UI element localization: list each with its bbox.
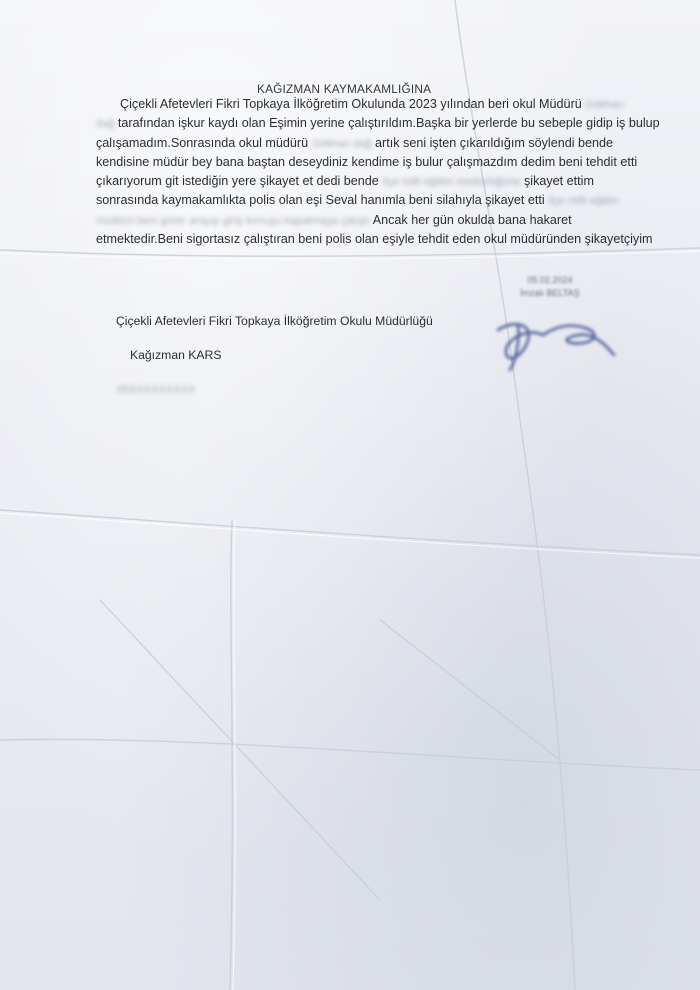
body-text: şikayet ettim: [520, 174, 594, 189]
city: Kağızman KARS: [130, 348, 222, 362]
school-name: Çiçekli Afetevleri Fikri Topkaya İlköğretim Okulu Müdürlüğü: [116, 314, 433, 328]
body-text: sonrasında kaymakamlıkta polis olan eşi Seval hanımla beni silahıyla şikayet etti: [96, 193, 549, 208]
phone-number-redacted: 05XXXXXXXXX: [117, 384, 196, 396]
letter-body: [96, 95, 660, 249]
body-text: çalışamadım.Sonrasında okul müdürü: [96, 135, 312, 150]
redacted-text: dağ: [96, 118, 115, 131]
body-text: kendisine müdür bey bana baştan deseydiniz kendime iş bulur çalışmazdım dedim beni tehdit etti: [96, 154, 638, 169]
body-line: [96, 191, 660, 210]
body-line: [96, 114, 660, 133]
redacted-text: Gökhan dağ: [311, 137, 372, 150]
body-text: etmektedir.Beni sigortasız çalıştıran beni polis olan eşiyle tehdit eden okul müdüründen şikayetçiyim: [96, 232, 653, 247]
date-stamp: [520, 274, 580, 300]
body-text: artık seni işten çıkarıldığım söylendi bende: [371, 135, 614, 150]
body-line: [100, 95, 660, 114]
redacted-text: müdürü beni gürer arayıp giriş konuşu kapatmaya çalıştı: [96, 214, 370, 227]
date-stamp-name: İmzalı BELTAŞ: [520, 288, 580, 298]
body-line: [96, 230, 660, 249]
date-stamp-date: 05.02.2024: [527, 275, 573, 285]
signature: [488, 305, 618, 375]
redacted-text: ilçe milli eğitim müdürlüğüne: [382, 176, 521, 189]
body-line: [96, 211, 660, 230]
body-line: [96, 153, 660, 172]
redacted-text: Gökhan: [585, 99, 624, 111]
body-text: Çiçekli Afetevleri Fikri Topkaya İlköğretim Okulunda 2023 yılından beri okul Müdürü: [120, 97, 586, 111]
redacted-text: ilçe milli eğitim: [548, 195, 620, 208]
body-line: [96, 134, 660, 153]
body-text: Ancak her gün okulda bana hakaret: [369, 212, 572, 227]
body-text: çıkarıyorum git istediğin yere şikayet et dedi bende: [96, 174, 383, 189]
phone-number: [117, 381, 195, 399]
body-line: [96, 172, 660, 191]
letter-title: KAĞIZMAN KAYMAKAMLIĞINA: [257, 82, 432, 96]
body-text: tarafından işkur kaydı olan Eşimin yerine çalıştırıldım.Başka bir yerlerde bu sebeple gidip iş bulup: [114, 116, 660, 131]
